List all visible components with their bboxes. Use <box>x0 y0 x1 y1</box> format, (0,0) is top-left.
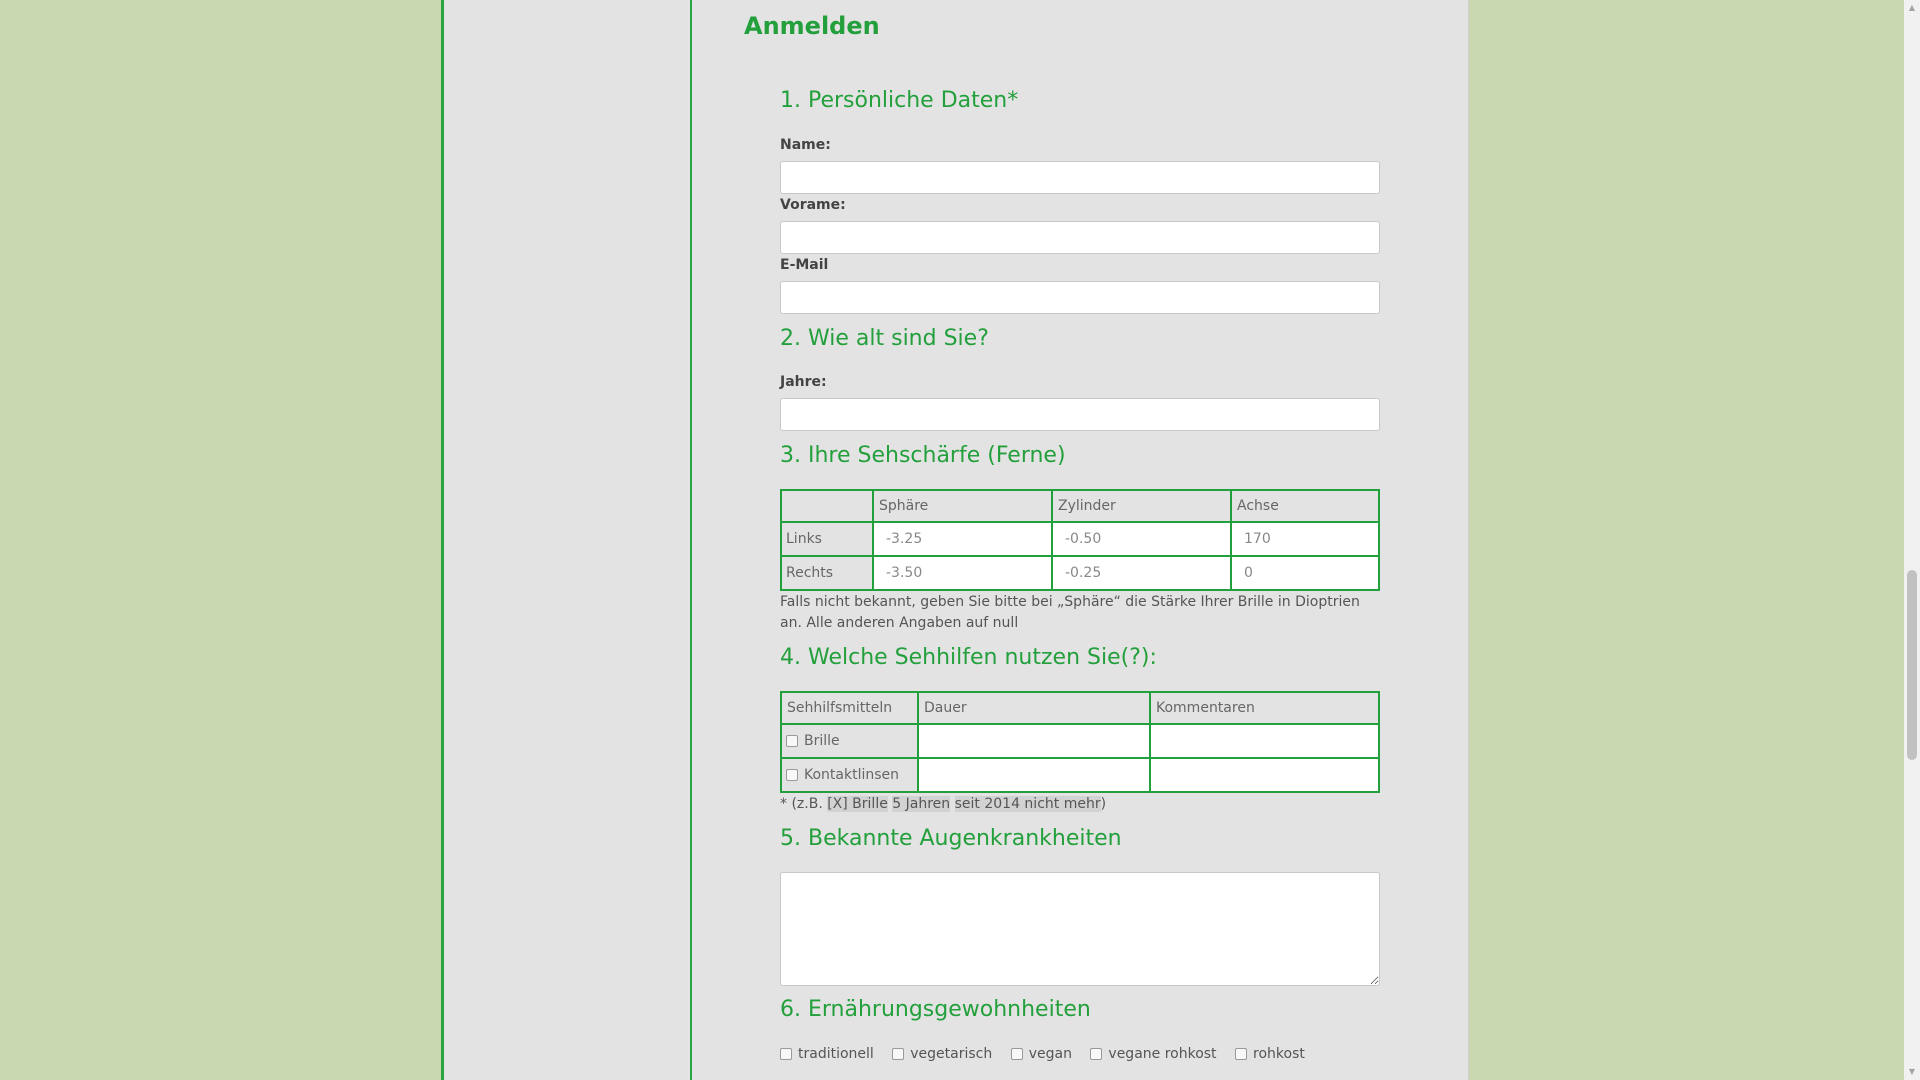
kontaktlinsen-checkbox[interactable] <box>786 769 798 781</box>
brille-label: Brille <box>804 733 840 749</box>
page-title: Anmelden <box>744 12 880 40</box>
vision-col-achse: Achse <box>1231 490 1379 522</box>
section-heading-vision: 3. Ihre Sehschärfe (Ferne) <box>780 443 1066 468</box>
table-row <box>781 556 1379 590</box>
traditionell-checkbox[interactable] <box>780 1048 792 1060</box>
email-label: E-Mail <box>780 257 829 273</box>
aid-option-brille[interactable] <box>781 724 918 758</box>
vegetarisch-label: vegetarisch <box>910 1046 993 1062</box>
aids-col-kommentaren: Kommentaren <box>1150 692 1379 724</box>
nutrition-option-vegan[interactable] <box>1011 1046 1072 1062</box>
section-heading-aids: 4. Welche Sehhilfen nutzen Sie(?): <box>780 645 1157 670</box>
brille-dauer-input[interactable] <box>918 724 1150 758</box>
kontaktlinsen-kommentar-input[interactable] <box>1150 758 1379 792</box>
nutrition-option-rohkost[interactable] <box>1235 1046 1305 1062</box>
table-row <box>781 522 1379 556</box>
vision-table-header <box>781 490 1379 522</box>
section-heading-age: 2. Wie alt sind Sie? <box>780 326 989 351</box>
scroll-up-icon[interactable]: ▲ <box>1908 3 1916 12</box>
rohkost-checkbox[interactable] <box>1235 1048 1247 1060</box>
achse-left-input[interactable]: 170 <box>1231 522 1379 556</box>
scroll-down-icon[interactable]: ▼ <box>1908 1067 1916 1076</box>
email-input[interactable] <box>780 281 1380 314</box>
brille-kommentar-input[interactable] <box>1150 724 1379 758</box>
vision-row-label: Links <box>781 522 873 556</box>
aids-col-sehhilfsmitteln: Sehhilfsmitteln <box>781 692 918 724</box>
achse-right-input[interactable]: 0 <box>1231 556 1379 590</box>
vegane-rohkost-checkbox[interactable] <box>1090 1048 1102 1060</box>
vision-col-empty <box>781 490 873 522</box>
vegan-checkbox[interactable] <box>1011 1048 1023 1060</box>
zylinder-left-input[interactable]: -0.50 <box>1052 522 1231 556</box>
rohkost-label: rohkost <box>1253 1046 1305 1062</box>
aid-option-kontaktlinsen[interactable] <box>781 758 918 792</box>
aids-col-dauer: Dauer <box>918 692 1150 724</box>
brille-checkbox[interactable] <box>786 735 798 747</box>
aids-example-note <box>780 794 1380 815</box>
vegan-label: vegan <box>1028 1046 1072 1062</box>
name-input[interactable] <box>780 161 1380 194</box>
nutrition-option-vegetarisch[interactable] <box>892 1046 992 1062</box>
diseases-textarea[interactable] <box>780 872 1380 986</box>
vision-col-zylinder: Zylinder <box>1052 490 1231 522</box>
vorname-input[interactable] <box>780 221 1380 254</box>
section-heading-personal: 1. Persönliche Daten* <box>780 88 1019 113</box>
nutrition-option-vegane-rohkost[interactable] <box>1090 1046 1216 1062</box>
example-suffix: ) <box>1100 796 1107 812</box>
section-heading-diseases: 5. Bekannte Augenkrankheiten <box>780 826 1122 851</box>
vegetarisch-checkbox[interactable] <box>892 1048 904 1060</box>
example-kommentar: seit 2014 nicht mehr <box>954 796 1101 812</box>
kontaktlinsen-label: Kontaktlinsen <box>804 767 900 783</box>
aids-table-header <box>781 692 1379 724</box>
years-label: Jahre: <box>780 374 827 390</box>
nutrition-option-traditionell[interactable] <box>780 1046 874 1062</box>
scrollbar-thumb[interactable] <box>1907 570 1917 760</box>
example-dauer: 5 Jahren <box>892 796 951 812</box>
vision-col-sphaere: Sphäre <box>873 490 1052 522</box>
left-column <box>444 0 692 1080</box>
table-row <box>781 758 1379 792</box>
kontaktlinsen-dauer-input[interactable] <box>918 758 1150 792</box>
nutrition-options <box>780 1046 1319 1062</box>
sphaere-right-input[interactable]: -3.50 <box>873 556 1052 590</box>
example-brille: [X] Brille <box>827 796 888 812</box>
vision-row-label: Rechts <box>781 556 873 590</box>
years-input[interactable] <box>780 398 1380 431</box>
aids-table <box>780 691 1380 793</box>
page-scrollbar[interactable] <box>1904 0 1920 1080</box>
vorname-label: Vorame: <box>780 197 846 213</box>
traditionell-label: traditionell <box>798 1046 874 1062</box>
vision-note: Falls nicht bekannt, geben Sie bitte bei „Sphäre“ die Stärke Ihrer Brille in Dioptrien an. Alle anderen Angaben auf null <box>780 594 1360 631</box>
name-label: Name: <box>780 137 831 153</box>
section-heading-nutrition: 6. Ernährungsgewohnheiten <box>780 997 1091 1022</box>
table-row <box>781 724 1379 758</box>
vegane-rohkost-label: vegane rohkost <box>1108 1046 1217 1062</box>
example-prefix: * (z.B. <box>780 796 828 812</box>
vision-table <box>780 489 1380 591</box>
zylinder-right-input[interactable]: -0.25 <box>1052 556 1231 590</box>
sphaere-left-input[interactable]: -3.25 <box>873 522 1052 556</box>
